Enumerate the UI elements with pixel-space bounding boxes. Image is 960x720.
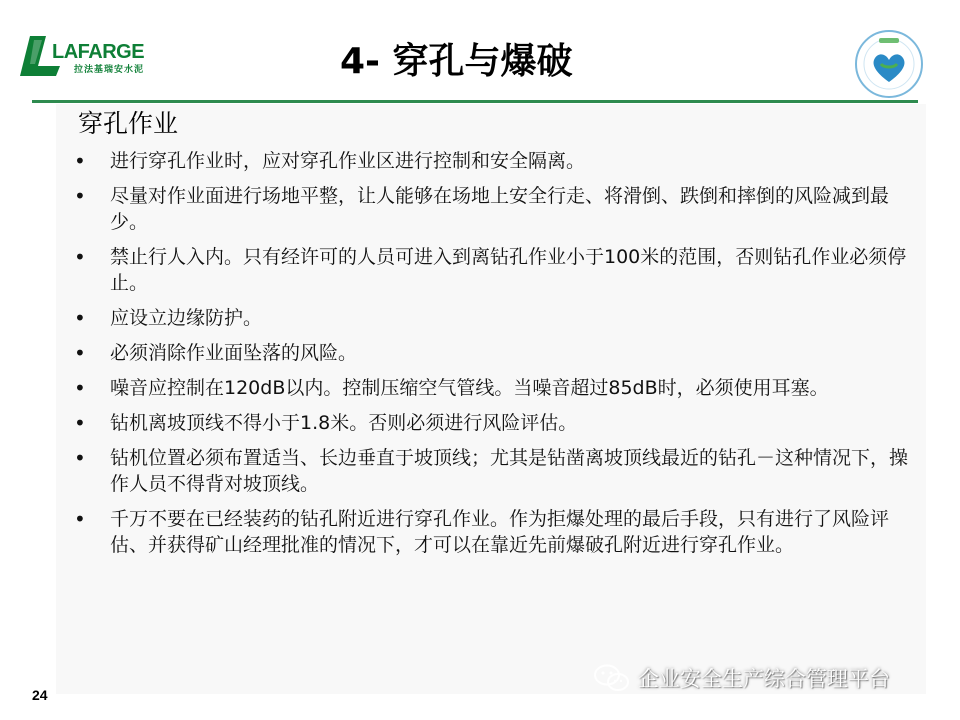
bullet-dot-icon: • <box>74 149 86 173</box>
bullet-dot-icon: • <box>74 376 86 400</box>
bullet-dot-icon: • <box>74 245 86 269</box>
bullet-list <box>72 148 922 567</box>
safety-badge-icon <box>853 28 925 100</box>
watermark <box>592 660 890 696</box>
bullet-item <box>72 183 922 235</box>
bullet-text: 应设立边缘防护。 <box>110 307 263 329</box>
slide-title: 4- 穿孔与爆破 <box>340 41 573 82</box>
logo-brand-text: LAFARGE <box>52 41 145 63</box>
bullet-text: 钻机位置必须布置适当、长边垂直于坡顶线；尤其是钻凿离坡顶线最近的钻孔－这种情况下，操作人员不得背对坡顶线。 <box>110 447 909 495</box>
bullet-item <box>72 340 922 366</box>
bullet-dot-icon: • <box>74 446 86 470</box>
bullet-text: 尽量对作业面进行场地平整，让人能够在场地上安全行走、将滑倒、跌倒和摔倒的风险减到最少。 <box>110 185 890 233</box>
bullet-dot-icon: • <box>74 507 86 531</box>
page-number: 24 <box>32 687 48 703</box>
wechat-icon <box>592 663 632 693</box>
bullet-item <box>72 445 922 497</box>
bullet-text: 噪音应控制在120dB以内。控制压缩空气管线。当噪音超过85dB时，必须使用耳塞。 <box>110 377 829 399</box>
bullet-text: 千万不要在已经装药的钻孔附近进行穿孔作业。作为拒爆处理的最后手段，只有进行了风险评估、并获得矿山经理批准的情况下，才可以在靠近先前爆破孔附近进行穿孔作业。 <box>110 508 890 556</box>
bullet-dot-icon: • <box>74 306 86 330</box>
bullet-item <box>72 244 922 296</box>
bullet-item <box>72 410 922 436</box>
bullet-text: 必须消除作业面坠落的风险。 <box>110 342 358 364</box>
bullet-dot-icon: • <box>74 184 86 208</box>
bullet-text: 禁止行人入内。只有经许可的人员可进入到离钻孔作业小于100米的范围，否则钻孔作业必须停止。 <box>110 246 907 294</box>
bullet-item <box>72 148 922 174</box>
lafarge-logo <box>16 34 156 84</box>
bullet-text: 进行穿孔作业时，应对穿孔作业区进行控制和安全隔离。 <box>110 150 586 172</box>
bullet-item <box>72 305 922 331</box>
bullet-item <box>72 506 922 558</box>
section-title: 穿孔作业 <box>78 109 179 138</box>
logo-sub-text: 拉法基瑞安水泥 <box>74 65 145 75</box>
bullet-item <box>72 375 922 401</box>
watermark-text: 企业安全生产综合管理平台 <box>638 667 890 691</box>
bullet-dot-icon: • <box>74 411 86 435</box>
bullet-dot-icon: • <box>74 341 86 365</box>
header-divider <box>32 100 918 103</box>
bullet-text: 钻机离坡顶线不得小于1.8米。否则必须进行风险评估。 <box>110 412 578 434</box>
